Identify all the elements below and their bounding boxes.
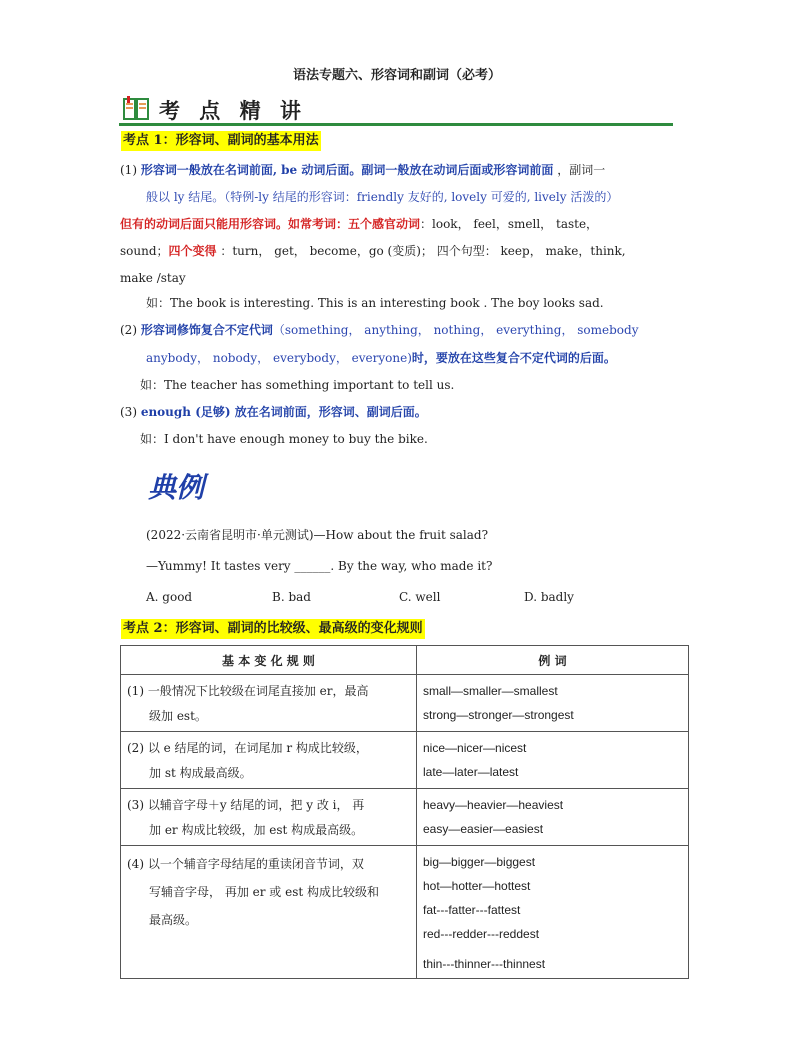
table-row bbox=[121, 675, 689, 732]
option-c: C. well bbox=[399, 590, 441, 604]
rule-text: 加 st 构成最高级。 bbox=[149, 766, 252, 780]
rule-cell bbox=[121, 675, 417, 732]
example-word: easy—easier—easiest bbox=[423, 822, 544, 836]
point2-line2 bbox=[146, 350, 616, 366]
point2-line1 bbox=[120, 322, 639, 338]
point2-pronouns: （something， anything， nothing， everything， somebody bbox=[272, 323, 639, 337]
sense-verbs-label: 但有的动词后面只能用形容词。如常考词：五个感官动词 bbox=[120, 217, 421, 231]
point1-rule-tail: ，副词一 bbox=[553, 163, 606, 177]
sense-verbs-list: ：look， feel，smell， taste， bbox=[420, 217, 599, 231]
sense-verb-last: sound； bbox=[120, 244, 169, 258]
example-logo-icon bbox=[146, 468, 218, 504]
table-row bbox=[121, 846, 689, 979]
become-verbs-label: 四个变得 bbox=[168, 244, 217, 258]
example-word: big—bigger—biggest bbox=[423, 855, 536, 869]
example-word: hot—hotter—hottest bbox=[423, 879, 531, 893]
option-a: A. good bbox=[146, 590, 193, 604]
book-icon bbox=[123, 96, 149, 122]
question-line1: (2022·云南省昆明市·单元测试)—How about the fruit salad? bbox=[146, 528, 489, 542]
rule-text: 级加 est。 bbox=[149, 709, 207, 723]
point1-number: (1) bbox=[120, 163, 141, 177]
option-b: B. bad bbox=[272, 590, 311, 604]
rule-cell bbox=[121, 789, 417, 846]
point1-line4 bbox=[120, 243, 626, 259]
point3-rule: enough (足够) 放在名词前面，形容词、副词后面。 bbox=[140, 405, 427, 419]
rule-cell bbox=[121, 732, 417, 789]
example-cell bbox=[417, 846, 689, 979]
option-d: D. badly bbox=[524, 590, 574, 604]
question-line2: —Yummy! It tastes very ______. By the way, who made it? bbox=[146, 559, 493, 573]
example-logo-text: 典例 bbox=[148, 471, 205, 504]
example-word: thin---thinner---thinnest bbox=[423, 957, 546, 971]
example-word: small—smaller—smallest bbox=[423, 684, 558, 698]
example-word: red---redder---reddest bbox=[423, 927, 540, 941]
point2-pronouns-cont: anybody， nobody， everybody， everyone) bbox=[146, 351, 412, 365]
rule-text: 加 er 构成比较级，加 est 构成最高级。 bbox=[149, 823, 364, 837]
example-cell bbox=[417, 675, 689, 732]
example-cell bbox=[417, 789, 689, 846]
point2-number: (2) bbox=[120, 323, 141, 337]
rule-cell bbox=[121, 846, 417, 979]
table-header-row bbox=[121, 646, 689, 675]
rule-text: (2) 以 e 结尾的词，在词尾加 r 构成比较级， bbox=[127, 741, 368, 755]
section2-heading: 考点 2：形容词、副词的比较级、最高级的变化规则 bbox=[121, 619, 425, 639]
point3-example: 如：I don't have enough money to buy the bike. bbox=[140, 432, 428, 446]
rule-text: (4) 以一个辅音字母结尾的重读闭音节词，双 bbox=[127, 857, 364, 871]
banner-label: 考 点 精 讲 bbox=[159, 98, 307, 123]
rule-text: (3) 以辅音字母＋y 结尾的词，把 y 改 i， 再 bbox=[127, 798, 365, 812]
point1-example: 如：The book is interesting. This is an interesting book . The boy looks sad. bbox=[146, 296, 604, 310]
point1-line3 bbox=[120, 216, 598, 232]
section-banner bbox=[119, 95, 673, 125]
example-word: nice—nicer—nicest bbox=[423, 741, 527, 755]
example-word: strong—stronger—strongest bbox=[423, 708, 574, 722]
section1-heading: 考点 1：形容词、副词的基本用法 bbox=[121, 131, 321, 151]
point2-example: 如：The teacher has something important to tell us. bbox=[140, 378, 455, 392]
point1-line2: 般以 ly 结尾。（特例-ly 结尾的形容词：friendly 友好的, lovely 可爱的, lively 活泼的） bbox=[146, 190, 619, 204]
banner-divider bbox=[119, 123, 673, 126]
example-word: fat---fatter---fattest bbox=[423, 903, 521, 917]
example-word: late—later—latest bbox=[423, 765, 519, 779]
point2-rule: 形容词修饰复合不定代词 bbox=[140, 323, 273, 337]
comparison-rules-table bbox=[120, 645, 689, 979]
table-row bbox=[121, 732, 689, 789]
point3-line bbox=[120, 404, 427, 420]
point3-number: (3) bbox=[120, 405, 141, 419]
examples-header: 例 词 bbox=[417, 646, 689, 675]
rules-header: 基 本 变 化 规 则 bbox=[121, 646, 417, 675]
point1-rule: 形容词一般放在名词前面, be 动词后面。副词一般放在动词后面或形容词前面 bbox=[140, 163, 554, 177]
example-cell bbox=[417, 732, 689, 789]
table-row bbox=[121, 789, 689, 846]
rule-text: (1) 一般情况下比较级在词尾直接加 er，最高 bbox=[127, 684, 369, 698]
rule-text: 写辅音字母， 再加 er 或 est 构成比较级和 bbox=[149, 885, 379, 899]
point1-line5: make /stay bbox=[120, 271, 186, 285]
rule-text: 最高级。 bbox=[149, 913, 198, 927]
point1-line1 bbox=[120, 162, 605, 178]
point2-rule-tail: 时，要放在这些复合不定代词的后面。 bbox=[411, 351, 616, 365]
example-word: heavy—heavier—heaviest bbox=[423, 798, 564, 812]
page-title: 语法专题六、形容词和副词（必考） bbox=[292, 68, 501, 83]
become-verbs-list: ：turn， get， become，go (变质)； 四个句型： keep， make，think, bbox=[216, 244, 626, 258]
